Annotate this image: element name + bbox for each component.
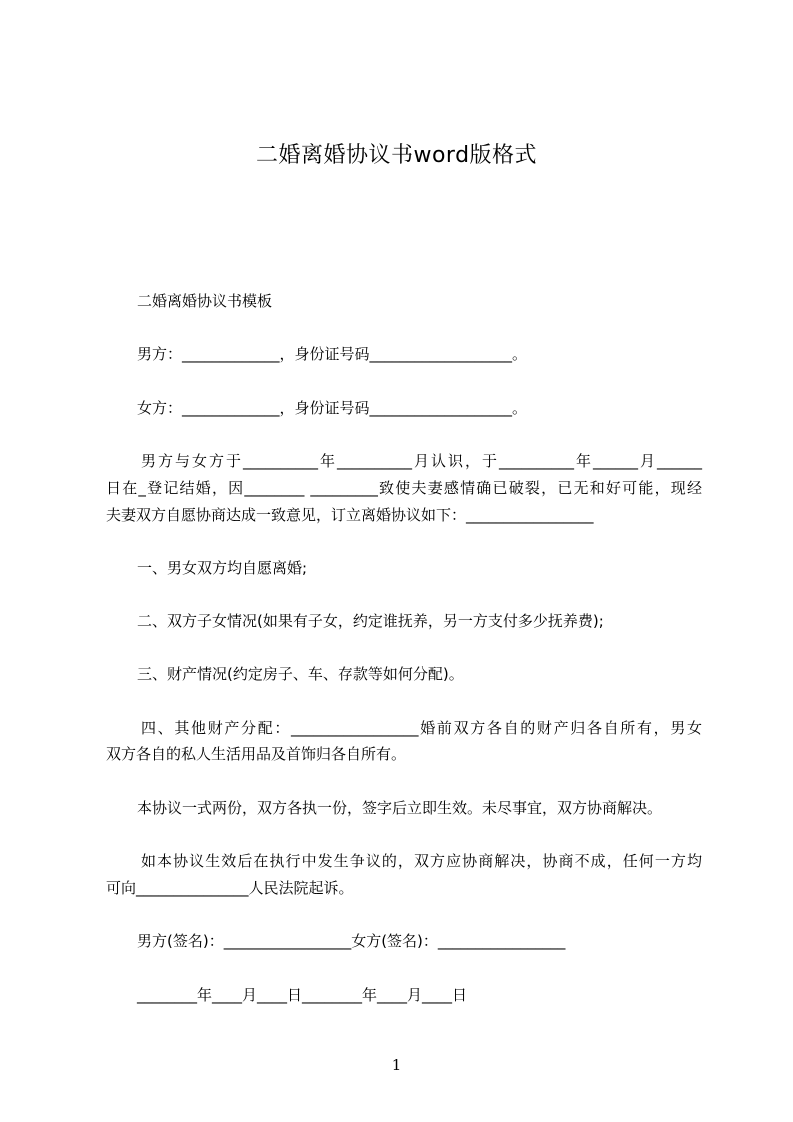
dispute-line-1: 如本协议生效后在执行中发生争议的，双方应协商解决，协商不成，任何一方均 <box>141 852 702 870</box>
meeting-paragraph-line-3: 夫妻双方自愿协商达成一致意见，订立离婚协议如下：_________________ <box>106 506 594 524</box>
copies-line: 本协议一式两份，双方各执一份，签字后立即生效。未尽事宜，双方协商解决。 <box>137 799 663 817</box>
clause-2: 二、双方子女情况(如果有子女，约定谁抚养，另一方支付多少抚养费); <box>137 612 604 630</box>
page-number: 1 <box>391 1056 402 1074</box>
document-title: 二婚离婚协议书word版格式 <box>255 143 538 168</box>
clause-4-line-1: 四、其他财产分配：_________________婚前双方各自的财产归各自所有，男女 <box>141 719 702 737</box>
female-party-line: 女方：_____________，身份证号码___________________。 <box>137 399 528 417</box>
clause-3: 三、财产情况(约定房子、车、存款等如何分配)。 <box>137 665 464 683</box>
clause-4-line-2: 双方各自的私人生活用品及首饰归各自所有。 <box>106 745 407 763</box>
meeting-paragraph-line-1: 男方与女方于__________年__________月认识，于__________年______月______ <box>141 452 702 470</box>
signature-line: 男方(签名)：_________________女方(签名)：_________________ <box>137 932 566 950</box>
meeting-paragraph-line-2: 日在_登记结婚，因________ _________致使夫妻感情确已破裂，已无和好可能，现经 <box>106 479 702 497</box>
template-subtitle: 二婚离婚协议书模板 <box>137 292 273 310</box>
clause-1: 一、男女双方均自愿离婚; <box>137 559 308 577</box>
date-line: ________年____月____日________年____月____日 <box>137 986 468 1004</box>
male-party-line: 男方：_____________，身份证号码___________________。 <box>137 345 528 363</box>
dispute-line-2: 可向_______________人民法院起诉。 <box>106 879 354 897</box>
